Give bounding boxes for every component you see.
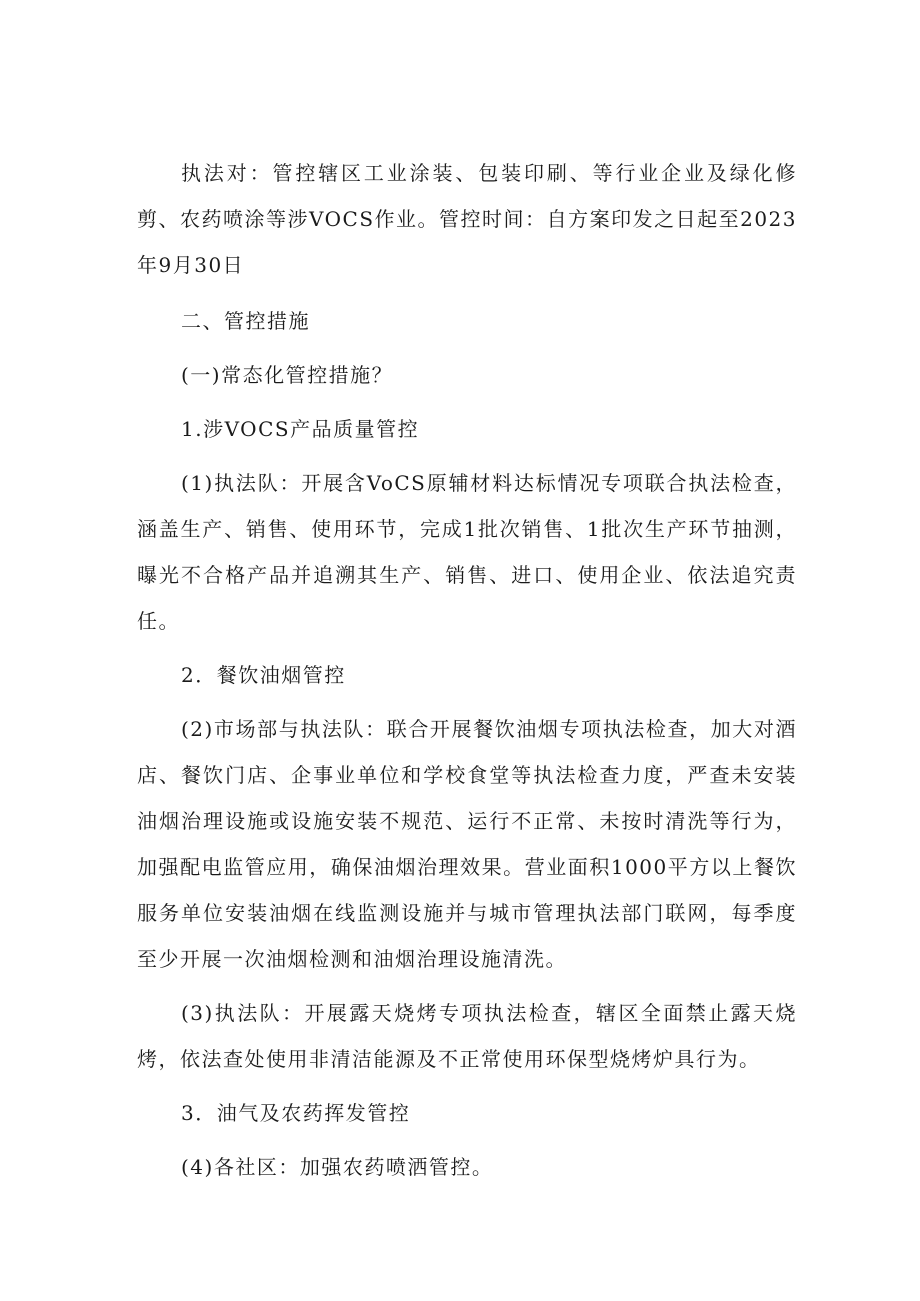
heading-control-measures: 二、管控措施 xyxy=(181,309,310,333)
paragraph-scope: 执法对：管控辖区工业涂装、包装印刷、等行业企业及绿化修剪、农药喷涂等涉VOCS作业。管控时间：自方案印发之日起至2023年9月30日 xyxy=(137,161,797,277)
paragraph-vocs-inspection: (1)执法队：开展含VoCS原辅材料达标情况专项联合执法检查，涵盖生产、销售、使用环节，完成1批次销售、1批次生产环节抽测，曝光不合格产品并追溯其生产、销售、进口、使用企业、依法追究责任。 xyxy=(137,471,797,633)
heading-routine-measures: (一)常态化管控措施？ xyxy=(181,363,394,387)
document-body xyxy=(137,150,797,1190)
heading-vocs-quality: 1.涉VOCS产品质量管控 xyxy=(181,417,420,441)
heading-catering-fume: 2．餐饮油烟管控 xyxy=(181,663,346,687)
paragraph-outdoor-barbecue: (3)执法队：开展露天烧烤专项执法检查，辖区全面禁止露天烧烤，依法查处使用非清洁能源及不正常使用环保型烧烤炉具行为。 xyxy=(137,1001,797,1071)
heading-oil-gas-pesticide: 3．油气及农药挥发管控 xyxy=(181,1101,411,1125)
paragraph-pesticide-spraying: (4)各社区：加强农药喷洒管控。 xyxy=(181,1155,494,1179)
paragraph-catering-inspection: (2)市场部与执法队：联合开展餐饮油烟专项执法检查，加大对酒店、餐饮门店、企事业单位和学校食堂等执法检查力度，严查未安装油烟治理设施或设施安装不规范、运行不正常、未按时清洗等行为，加强配电监管应用，确保油烟治理效果。营业面积1000平方以上餐饮服务单位安装油烟在线监测设施并与城市管理执法部门联网，每季度至少开展一次油烟检测和油烟治理设施清洗。 xyxy=(137,717,797,971)
